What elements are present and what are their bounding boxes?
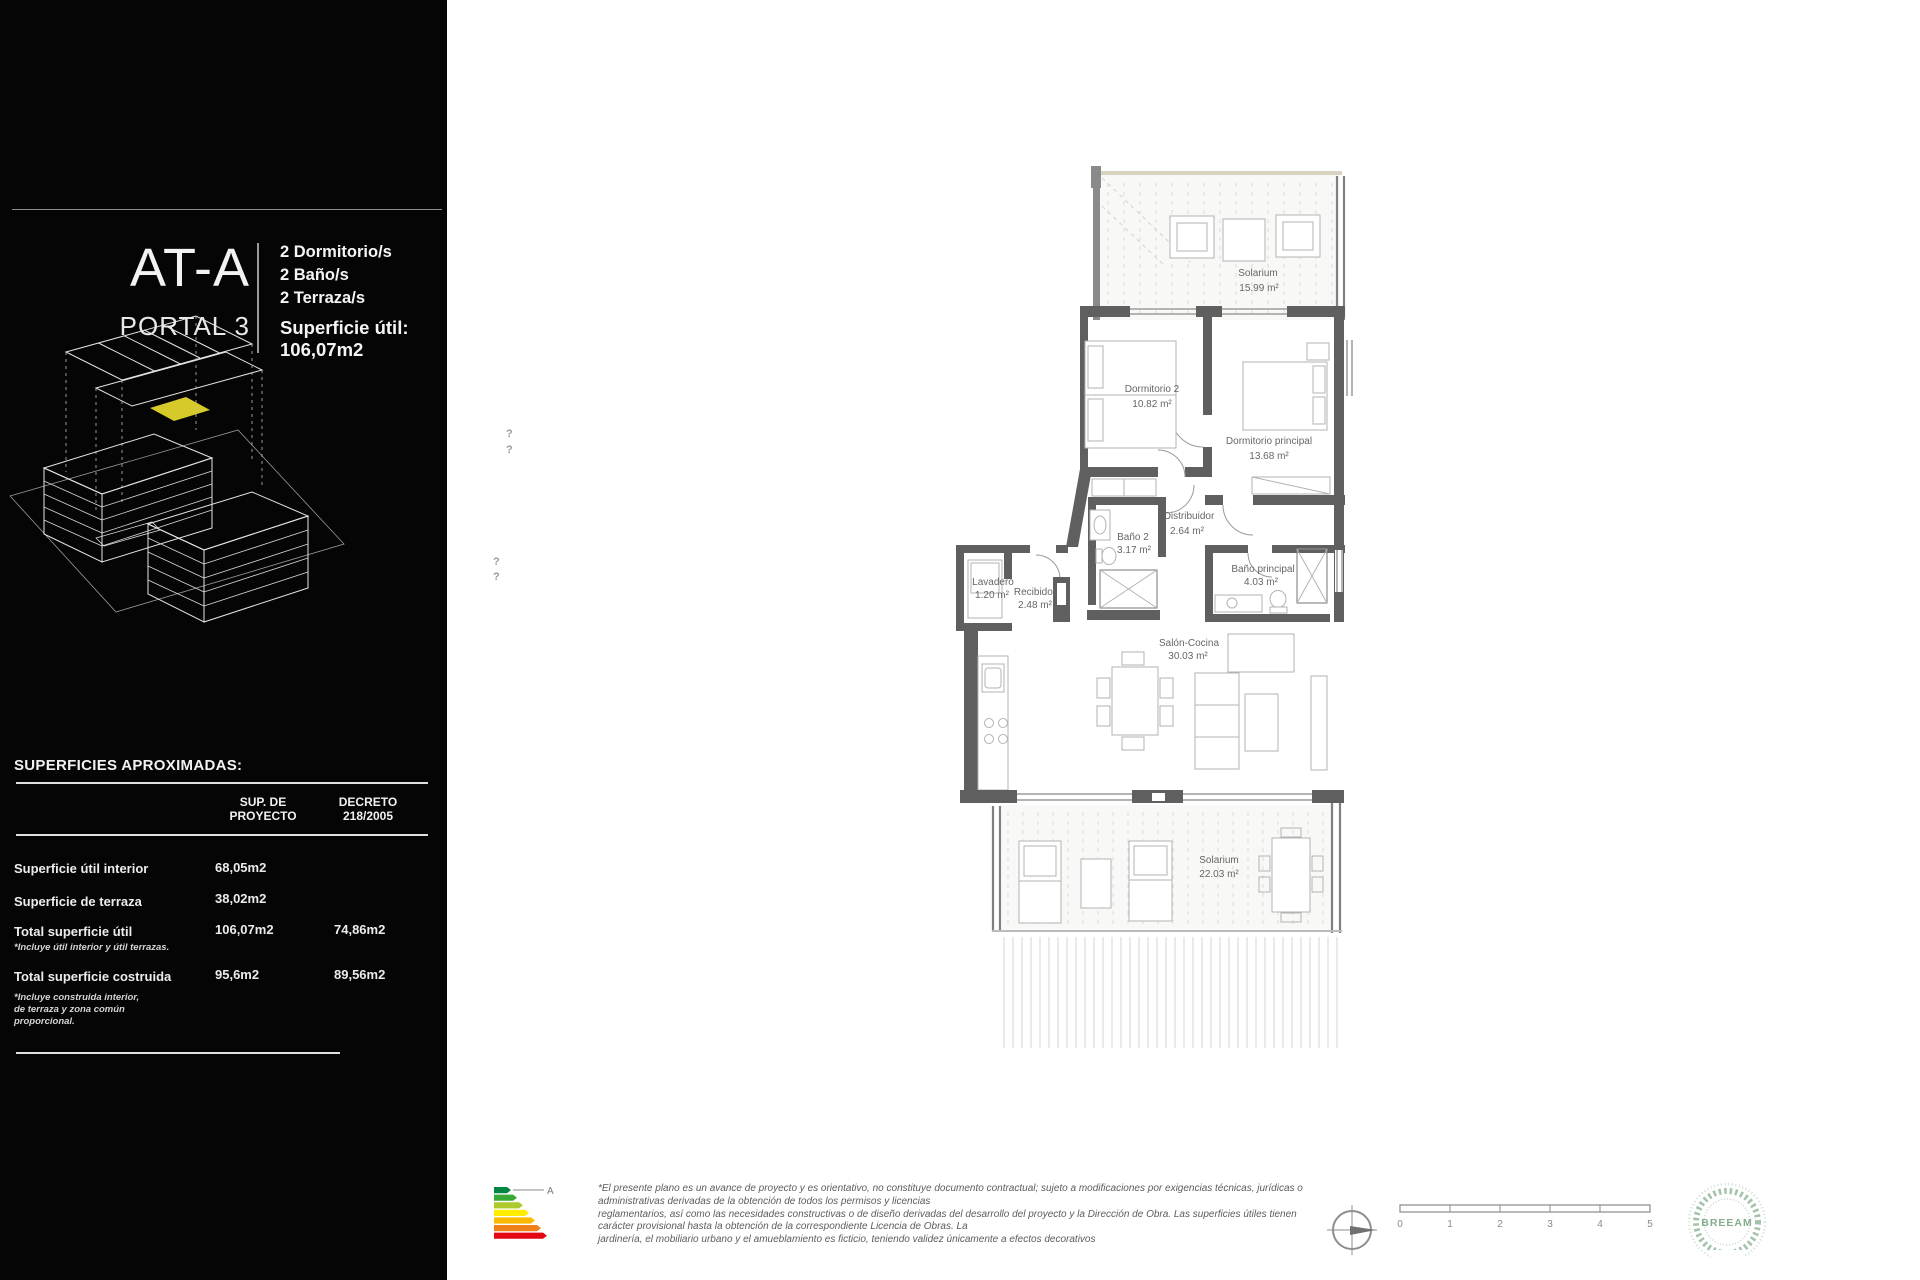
glyph-artifact: ?	[493, 571, 500, 583]
shower-cross	[1100, 570, 1157, 608]
wall	[1012, 545, 1030, 553]
energy-bar-f	[494, 1225, 541, 1231]
scale-tick: 0	[1397, 1219, 1403, 1230]
salon-cocina	[960, 625, 1344, 803]
wall	[1004, 545, 1012, 579]
row-label: Total superficie útil	[14, 924, 133, 939]
wall	[956, 545, 1012, 553]
sofa	[1195, 673, 1239, 769]
dining-table	[1112, 667, 1158, 735]
room-area: 22.03 m²	[1199, 869, 1239, 880]
disclaimer-line: administrativas derivadas de la obtención de todos los permisos y licencias	[598, 1195, 931, 1207]
col-header-proyecto: SUP. DE PROYECTO	[229, 795, 297, 823]
row-value-proyecto: 106,07m2	[215, 922, 274, 937]
row-value-proyecto: 95,6m2	[215, 967, 260, 982]
feature-terrazas: 2 Terraza/s	[280, 289, 365, 307]
terrace-table	[1272, 838, 1310, 912]
kitchen-sink-basin	[985, 668, 1001, 688]
terrace-table	[1223, 219, 1265, 261]
door-arc	[1223, 505, 1253, 535]
railing	[993, 806, 1000, 931]
bano-2	[1090, 510, 1157, 608]
dormitorio-principal	[1226, 343, 1330, 494]
shaft-void	[1057, 583, 1066, 605]
chair	[1097, 678, 1110, 698]
pergola-hatch	[1004, 937, 1337, 1048]
row-note: de terraza y zona común	[14, 1004, 125, 1015]
solarium-bottom	[992, 803, 1342, 933]
room-label: Distribuidor	[1163, 511, 1215, 522]
bed	[1243, 362, 1327, 430]
chair	[1122, 737, 1144, 750]
recibidor	[1014, 587, 1057, 611]
stove-burner	[999, 735, 1008, 744]
room-area: 2.64 m²	[1170, 526, 1204, 537]
glyph-artifact: ?	[506, 428, 513, 440]
railing	[1337, 176, 1344, 320]
row-value-proyecto: 68,05m2	[215, 860, 267, 875]
wall	[1253, 495, 1345, 505]
stove-burner	[999, 719, 1008, 728]
row-label: Superficie de terraza	[14, 894, 142, 909]
chair	[1122, 652, 1144, 665]
scale-tick: 3	[1547, 1219, 1553, 1230]
wall	[1205, 495, 1223, 505]
sun-lounger	[1129, 841, 1172, 921]
wall	[1185, 467, 1203, 477]
wall	[1158, 497, 1166, 557]
wall	[1203, 447, 1212, 477]
room-label: Solarium	[1238, 268, 1278, 279]
energy-bar-g	[494, 1233, 547, 1239]
row-label: Total superficie costruida	[14, 969, 172, 984]
toilet	[1270, 591, 1286, 608]
toilet-tank	[1096, 549, 1102, 563]
room-label: Dormitorio principal	[1225, 436, 1313, 447]
row-value-decreto: 74,86m2	[334, 922, 386, 937]
room-area: 30.03 m²	[1168, 651, 1208, 662]
chair	[1160, 706, 1173, 726]
breeam-label: BREEAM	[1701, 1217, 1753, 1229]
room-label: Salón-Cocina	[1158, 638, 1220, 649]
wall	[1205, 545, 1248, 553]
superficie-util-label: Superficie útil:	[280, 317, 409, 338]
sink	[1090, 510, 1110, 540]
room-area: 13.68 m²	[1249, 451, 1289, 462]
energy-bar-c	[494, 1202, 523, 1208]
scale-bar	[1397, 1205, 1653, 1230]
row-value-proyecto: 38,02m2	[215, 891, 267, 906]
breeam-logo	[1689, 1184, 1765, 1264]
room-area: 4.03 m²	[1244, 577, 1278, 588]
energy-bar-d	[494, 1210, 529, 1216]
window	[1347, 340, 1352, 396]
wall	[1091, 166, 1101, 188]
room-area: 10.82 m²	[1132, 399, 1172, 410]
room-label: Baño 2	[1117, 532, 1149, 543]
row-note: proporcional.	[14, 1016, 75, 1027]
scale-tick: 1	[1447, 1219, 1453, 1230]
room-label: Solarium	[1199, 855, 1239, 866]
door-arc	[1166, 485, 1194, 513]
room-area: 2.48 m²	[1018, 600, 1052, 611]
energy-rating-letter: A	[547, 1186, 554, 1197]
wall	[956, 545, 964, 631]
stove-burner	[985, 735, 994, 744]
scale-tick: 4	[1597, 1219, 1603, 1230]
room-area: 15.99 m²	[1239, 283, 1279, 294]
wall	[1196, 306, 1222, 317]
disclaimer-line: *El presente plano es un avance de proyecto y es orientativo, no constituye documento contractual; sujeto a modificaciones por exigencias técnicas, jurídicas o	[598, 1183, 1303, 1194]
row-note: *Incluye útil interior y útil terrazas.	[14, 942, 170, 953]
shelf	[1311, 676, 1327, 770]
chaise	[1245, 694, 1278, 751]
scale-tick: 2	[1497, 1219, 1503, 1230]
stove-burner	[985, 719, 994, 728]
row-value-decreto: 89,56m2	[334, 967, 386, 982]
disclaimer-line: carácter provisional hasta la obtención de la correspondiente Licencia de Obras. La	[598, 1221, 968, 1233]
energy-bar-a	[494, 1187, 511, 1193]
energy-bar-e	[494, 1217, 535, 1223]
door-arc	[1036, 555, 1060, 579]
wall	[1087, 610, 1160, 620]
chair	[1160, 678, 1173, 698]
col-header-decreto: DECRETO 218/2005	[338, 795, 398, 823]
toilet	[1102, 548, 1116, 565]
nightstand	[1307, 343, 1329, 360]
vanity	[1215, 595, 1262, 612]
glyph-artifact: ?	[493, 556, 500, 568]
feature-banos: 2 Baño/s	[280, 266, 349, 284]
wall	[960, 790, 1017, 803]
feature-dormitorios: 2 Dormitorio/s	[280, 243, 392, 261]
disclaimer	[598, 1183, 1358, 1247]
room-area: 3.17 m²	[1117, 545, 1151, 556]
wreath-opening	[1711, 1250, 1743, 1264]
tv-unit	[1228, 634, 1294, 672]
bano-principal	[1215, 549, 1327, 613]
room-label: Baño principal	[1231, 564, 1295, 575]
wall	[1093, 186, 1100, 320]
terrace-edge	[1098, 171, 1342, 175]
glyph-artifact: ?	[506, 444, 513, 456]
row-label: Superficie útil interior	[14, 861, 149, 876]
wall	[1088, 467, 1158, 477]
chair	[1097, 706, 1110, 726]
wall	[1056, 545, 1068, 553]
wall	[1205, 545, 1213, 622]
unit-code: AT-A	[129, 238, 250, 298]
room-label: Recibidor	[1013, 587, 1057, 598]
disclaimer-line: jardinería, el mobiliario urbano y el amueblamiento es ficticio, teniendo validez únicamente a efectos decorativos	[598, 1234, 1096, 1246]
hatch-lines	[1004, 937, 1337, 1048]
wall	[1312, 790, 1344, 803]
room-label: Lavadero	[972, 577, 1014, 588]
room-area: 1.20 m²	[975, 590, 1009, 601]
disclaimer-line: reglamentarios, así como las necesidades constructivas o de diseño derivadas del desarrollo del proyecto y la Dirección de Obra. Las superficies útiles tienen	[598, 1208, 1297, 1220]
superficie-util-value: 106,07m2	[280, 339, 364, 360]
washing-machine	[968, 560, 1002, 618]
toilet-tank	[1270, 607, 1287, 613]
row-note: *Incluye construida interior,	[14, 992, 140, 1003]
shower-cross	[1297, 549, 1327, 603]
distribuidor	[1164, 511, 1215, 537]
wall	[1205, 614, 1330, 622]
energy-bar-b	[494, 1195, 517, 1201]
door-arc	[1158, 450, 1185, 477]
room-label: Dormitorio 2	[1124, 384, 1180, 395]
terrace-edge	[992, 930, 1342, 932]
surfaces-title: SUPERFICIES APROXIMADAS:	[14, 757, 243, 774]
solarium-top	[1091, 166, 1344, 320]
scale-tick: 5	[1647, 1219, 1653, 1230]
wall	[1088, 497, 1158, 505]
wall	[964, 625, 978, 803]
side-table	[1081, 859, 1111, 908]
railing	[1332, 803, 1340, 933]
wall	[1203, 317, 1212, 415]
energy-rating-icon	[494, 1186, 554, 1239]
portal-label: PORTAL 3	[119, 311, 250, 341]
pillar-void	[1152, 793, 1165, 801]
sun-lounger	[1019, 841, 1061, 923]
